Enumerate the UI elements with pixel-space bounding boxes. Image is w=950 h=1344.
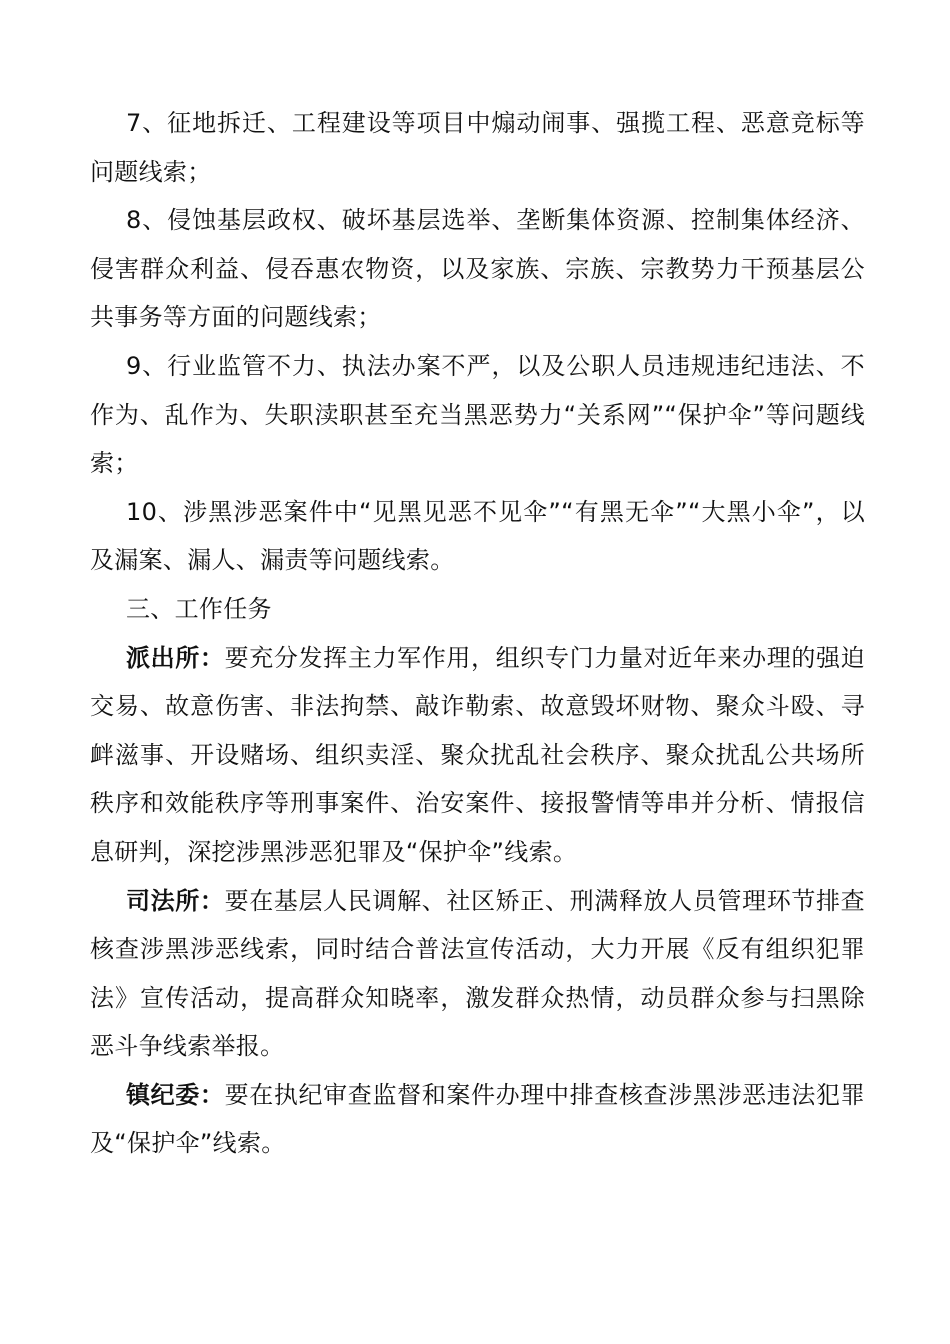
paragraph-text: 要充分发挥主力军作用，组织专门力量对近年来办理的强迫交易、故意伤害、非法拘禁、敲诈勒索、故意毁坏财物、聚众斗殴、寻衅滋事、开设赌场、组织卖淫、聚众扰乱社会秩序、聚众扰乱公共场所秩序和效能秩序等刑事案件、治安案件、接报警情等串并分析、情报信息研判，深挖涉黑涉恶犯罪及“保护伞”线索。 xyxy=(90,643,865,866)
paragraph-text: 要在基层人民调解、社区矫正、刑满释放人员管理环节排查核查涉黑涉恶线索，同时结合普法宣传活动，大力开展《反有组织犯罪法》宣传活动，提高群众知晓率，激发群众热情，动员群众参与扫黑除恶斗争线索举报。 xyxy=(90,886,865,1061)
paragraph-text: 要在执纪审查监督和案件办理中排查核查涉黑涉恶违法犯罪及“保护伞”线索。 xyxy=(90,1080,865,1158)
paragraph-police-station xyxy=(90,634,865,877)
section-heading-work-tasks xyxy=(90,585,865,634)
paragraph-lead-justice-office: 司法所： xyxy=(126,886,225,915)
document-body xyxy=(90,99,865,1168)
paragraph-justice-office xyxy=(90,877,865,1071)
paragraph-item-9 xyxy=(90,342,865,488)
paragraph-text: 9、行业监管不力、执法办案不严，以及公职人员违规违纪违法、不作为、乱作为、失职渎职甚至充当黑恶势力“关系网”“保护伞”等问题线索； xyxy=(90,351,865,478)
section-heading-text: 三、工作任务 xyxy=(126,594,272,623)
paragraph-item-8 xyxy=(90,196,865,342)
paragraph-text: 7、征地拆迁、工程建设等项目中煽动闹事、强揽工程、恶意竞标等问题线索； xyxy=(90,109,865,186)
paragraph-lead-discipline-committee: 镇纪委： xyxy=(126,1080,225,1109)
paragraph-discipline-committee xyxy=(90,1071,865,1168)
paragraph-text: 10、涉黑涉恶案件中“见黑见恶不见伞”“有黑无伞”“大黑小伞”，以及漏案、漏人、漏责等问题线索。 xyxy=(90,497,865,575)
paragraph-lead-police-station: 派出所： xyxy=(126,643,225,672)
paragraph-text: 8、侵蚀基层政权、破坏基层选举、垄断集体资源、控制集体经济、侵害群众利益、侵吞惠农物资，以及家族、宗族、宗教势力干预基层公共事务等方面的问题线索； xyxy=(90,206,865,332)
paragraph-item-7 xyxy=(90,99,865,196)
paragraph-item-10 xyxy=(90,488,865,585)
